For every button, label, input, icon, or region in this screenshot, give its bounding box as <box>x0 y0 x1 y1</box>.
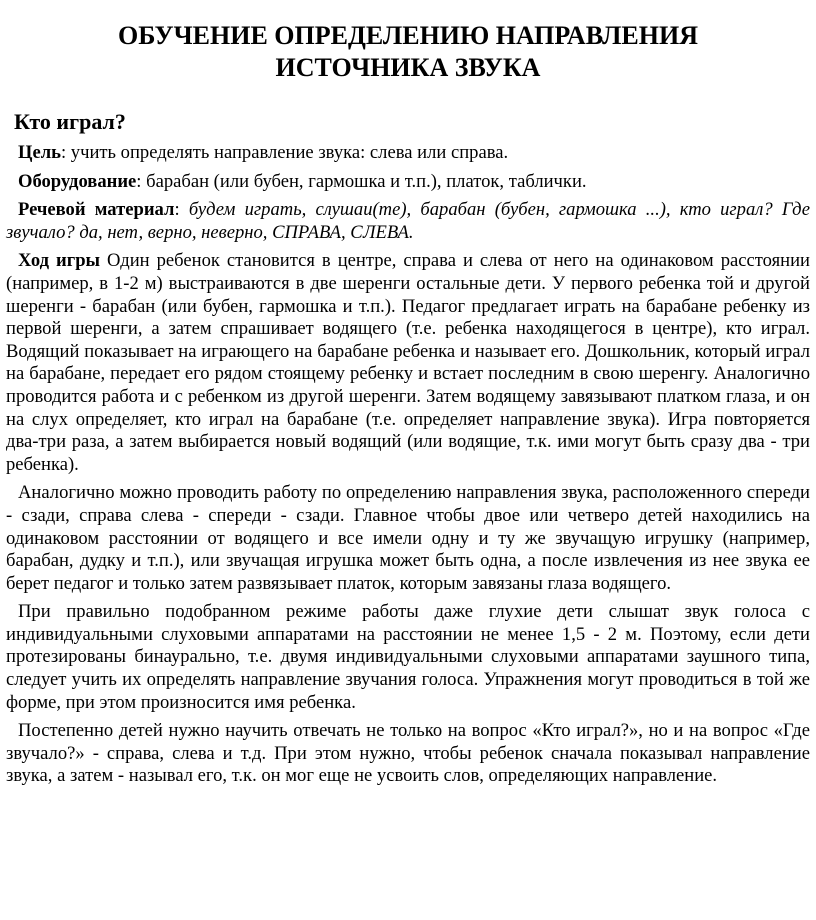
speech-colon: : <box>174 199 189 221</box>
speech-text: будем играть, слушаи(те), барабан (бубен, гармошка ...), кто играл? Где звучало? да, нет, верно, неверно, СПРАВА, СЛЕВА. <box>6 199 810 243</box>
equipment-text: : барабан (или бубен, гармошка и т.п.), платок, таблички. <box>136 170 587 192</box>
gradually-paragraph: Постепенно детей нужно научить отвечать не только на вопрос «Кто играл?», но и на вопрос «Где звучало?» - справа, слева и т.д. При этом нужно, чтобы ребенок сначала показывал направление звука, а затем - называл его, т.к. он мог еще не усвоить слов, определяющих направление. <box>6 720 810 787</box>
goal-text: : учить определять направление звука: слева или справа. <box>60 142 509 163</box>
regime-paragraph: При правильно подобранном режиме работы даже глухие дети слышат звук голоса с индивидуальными слуховыми аппаратами на расстоянии не менее 1,5 - 2 м. Поэтому, если дети протезированы бинаурально, т.е. двумя индивидуальными слуховыми аппаратами заушного типа, следует учить их определять направление звучания голоса. Упражнения могут проводиться в той же форме, при этом произносится имя ребенка. <box>6 601 810 713</box>
goal-label: Цель <box>18 142 61 163</box>
equipment-label: Оборудование <box>18 170 137 192</box>
goal-paragraph <box>6 142 810 165</box>
title-line-1: ОБУЧЕНИЕ ОПРЕДЕЛЕНИЮ НАПРАВЛЕНИЯ <box>118 21 698 50</box>
analog-paragraph: Аналогично можно проводить работу по определению направления звука, расположенного спереди - сзади, справа слева - спереди - сзади. Главное чтобы двое или четверо детей находились на одинаковом расстоянии от водящего и все имели одну и ту же звучащую игрушку (например, барабан, дудку и т.п.), или звучащая игрушка может быть одна, а после извлечения из нее звука ее берет педагог и только затем развязывает платок, которым завязаны глаза водящего. <box>6 482 810 594</box>
game-title: Кто играл? <box>14 109 126 134</box>
course-paragraph <box>6 250 810 476</box>
title-line-2: ИСТОЧНИКА ЗВУКА <box>275 53 541 82</box>
course-label: Ход игры <box>18 250 101 272</box>
speech-paragraph <box>6 199 810 244</box>
course-text: Один ребенок становится в центре, справа и слева от него на одинаковом расстоянии (например, в 1-2 м) выстраиваются в две шеренги остальные дети. У первого ребенка той и другой шеренги - барабан (или бубен, гармошка и т.п.). Педагог предлагает играть на барабане ребенку из первой шеренги, а затем спрашивает водящего (т.е. ребенка находящегося в центре), кто играл. Водящий показывает на играющего на барабане ребенка и называет его. Дошкольник, который играл на барабане, передает его рядом стоящему ребенку и встает последним в свою шеренгу. Аналогично проводится работа и с ребенком из другой шеренги. Затем водящему завязывают платком глаза, и он на слух определяет, кто играл на барабане (т.е. определяет направление звука). Игра повторяется два-три раза, а затем выбирается новый водящий (или водящие, т.к. ими могут быть сразу два - три ребенка). <box>6 250 810 475</box>
document-title <box>6 20 810 84</box>
equipment-paragraph <box>6 171 810 194</box>
speech-label: Речевой материал <box>18 199 175 221</box>
